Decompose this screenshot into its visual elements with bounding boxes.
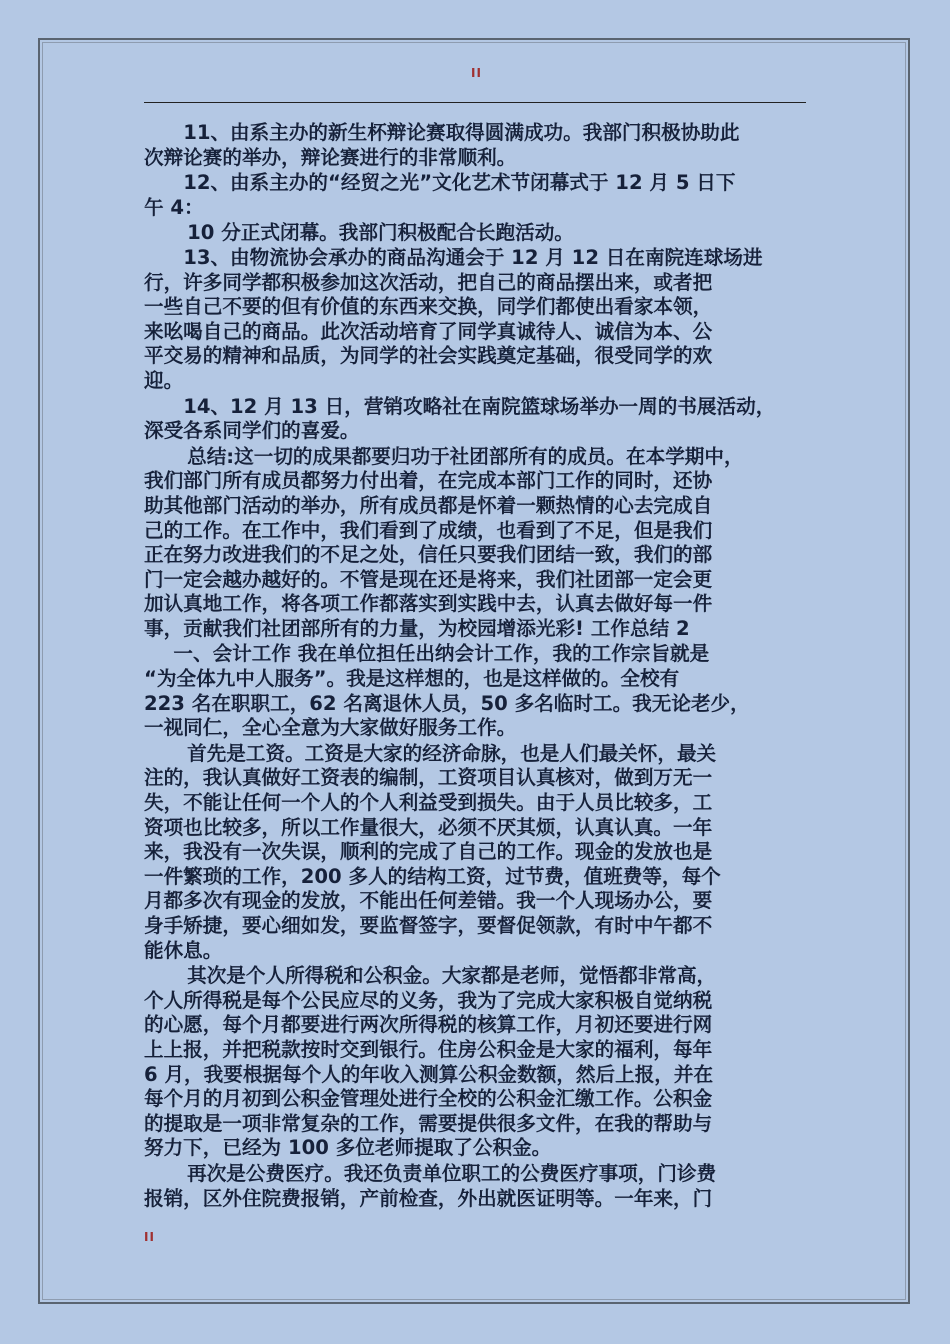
header-rule bbox=[144, 102, 806, 103]
header-mark: II bbox=[471, 66, 482, 80]
text-line: 正在努力改进我们的不足之处，信任只要我们团结一致，我们的部 bbox=[144, 543, 713, 567]
text-line: 上上报，并把税款按时交到银行。住房公积金是大家的福利，每年 bbox=[144, 1037, 713, 1061]
footer-mark: II bbox=[144, 1230, 155, 1244]
text-line: 个人所得税是每个公民应尽的义务，我为了完成大家积极自觉纳税 bbox=[144, 988, 713, 1012]
text-line: 10 分正式闭幕。我部门积极配合长跑活动。 bbox=[187, 221, 574, 245]
text-line: 11、由系主办的新生杯辩论赛取得圆满成功。我部门积极协助此 bbox=[183, 121, 740, 144]
text-line: 总结:这一切的成果都要归功于社团部所有的成员。在本学期中， bbox=[187, 444, 744, 468]
text-line: 每个月的月初到公积金管理处进行全校的公积金汇缴工作。公积金 bbox=[144, 1087, 713, 1111]
text-line: 首先是工资。工资是大家的经济命脉，也是人们最关怀，最关 bbox=[187, 741, 717, 765]
text-line: 门一定会越办越好的。不管是现在还是将来，我们社团部一定会更 bbox=[144, 567, 713, 591]
text-line: 加认真地工作，将各项工作都落实到实践中去，认真去做好每一件 bbox=[144, 592, 713, 616]
text-line: 迎。 bbox=[144, 368, 184, 392]
text-line: 再次是公费医疗。我还负责单位职工的公费医疗事项，门诊费 bbox=[187, 1161, 717, 1185]
text-line: 的提取是一项非常复杂的工作，需要提供很多文件，在我的帮助与 bbox=[144, 1111, 713, 1135]
text-line: 身手矫捷，要心细如发，要监督签字，要督促领款，有时中午都不 bbox=[144, 914, 713, 937]
text-line: 资项也比较多，所以工作量很大，必须不厌其烦，认真认真。一年 bbox=[144, 815, 713, 839]
text-line: “为全体九中人服务”。我是这样想的，也是这样做的。全校有 bbox=[144, 667, 680, 691]
text-line: 13、由物流协会承办的商品沟通会于 12 月 12 日在南院连球场进 bbox=[183, 245, 763, 269]
text-line: 14、12 月 13 日，营销攻略社在南院篮球场举办一周的书展活动， bbox=[183, 394, 776, 418]
document-body bbox=[144, 121, 816, 1211]
text-line: 一件繁琐的工作，200 多人的结构工资，过节费，值班费等，每个 bbox=[144, 864, 721, 888]
text-line: 行，许多同学都积极参加这次活动，把自己的商品摆出来，或者把 bbox=[144, 270, 713, 294]
text-line: 一、会计工作 我在单位担任出纳会计工作，我的工作宗旨就是 bbox=[173, 642, 710, 666]
text-line: 223 名在职职工，62 名离退休人员，50 多名临时工。我无论老少， bbox=[144, 691, 750, 715]
text-line: 来吆喝自己的商品。此次活动培育了同学真诚待人、诚信为本、公 bbox=[144, 319, 713, 343]
text-line: 平交易的精神和品质，为同学的社会实践奠定基础，很受同学的欢 bbox=[144, 344, 713, 368]
text-line: 一些自己不要的但有价值的东西来交换，同学们都使出看家本领， bbox=[144, 295, 713, 319]
text-line: 月都多次有现金的发放，不能出任何差错。我一个人现场办公，要 bbox=[144, 889, 713, 913]
text-line: 助其他部门活动的举办，所有成员都是怀着一颗热情的心去完成自 bbox=[144, 493, 713, 517]
text-line: 的心愿，每个月都要进行两次所得税的核算工作，月初还要进行网 bbox=[144, 1013, 713, 1037]
text-line: 己的工作。在工作中，我们看到了成绩，也看到了不足，但是我们 bbox=[144, 518, 713, 542]
text-line: 午 4： bbox=[144, 195, 204, 219]
text-line: 12、由系主办的“经贸之光”文化艺术节闭幕式于 12 月 5 日下 bbox=[183, 171, 736, 195]
text-line: 其次是个人所得税和公积金。大家都是老师，觉悟都非常高， bbox=[187, 964, 717, 988]
text-line: 注的，我认真做好工资表的编制，工资项目认真核对，做到万无一 bbox=[144, 766, 713, 790]
text-line: 深受各系同学们的喜爱。 bbox=[144, 419, 360, 443]
text-line: 事，贡献我们社团部所有的力量，为校园增添光彩! 工作总结 2 bbox=[144, 616, 690, 640]
text-line: 一视同仁，全心全意为大家做好服务工作。 bbox=[144, 716, 517, 740]
text-line: 努力下，已经为 100 多位老师提取了公积金。 bbox=[144, 1136, 552, 1160]
text-line: 能休息。 bbox=[144, 938, 223, 962]
text-line: 失，不能让任何一个人的个人利益受到损失。由于人员比较多，工 bbox=[144, 791, 713, 815]
text-line: 6 月，我要根据每个人的年收入测算公积金数额，然后上报，并在 bbox=[144, 1062, 714, 1086]
text-line: 我们部门所有成员都努力付出着，在完成本部门工作的同时，还协 bbox=[144, 469, 713, 493]
text-line: 报销，区外住院费报销，产前检查，外出就医证明等。一年来，门 bbox=[144, 1186, 713, 1210]
text-line: 次辩论赛的举办，辩论赛进行的非常顺利。 bbox=[144, 145, 517, 169]
text-line: 来，我没有一次失误，顺利的完成了自己的工作。现金的发放也是 bbox=[144, 840, 713, 864]
